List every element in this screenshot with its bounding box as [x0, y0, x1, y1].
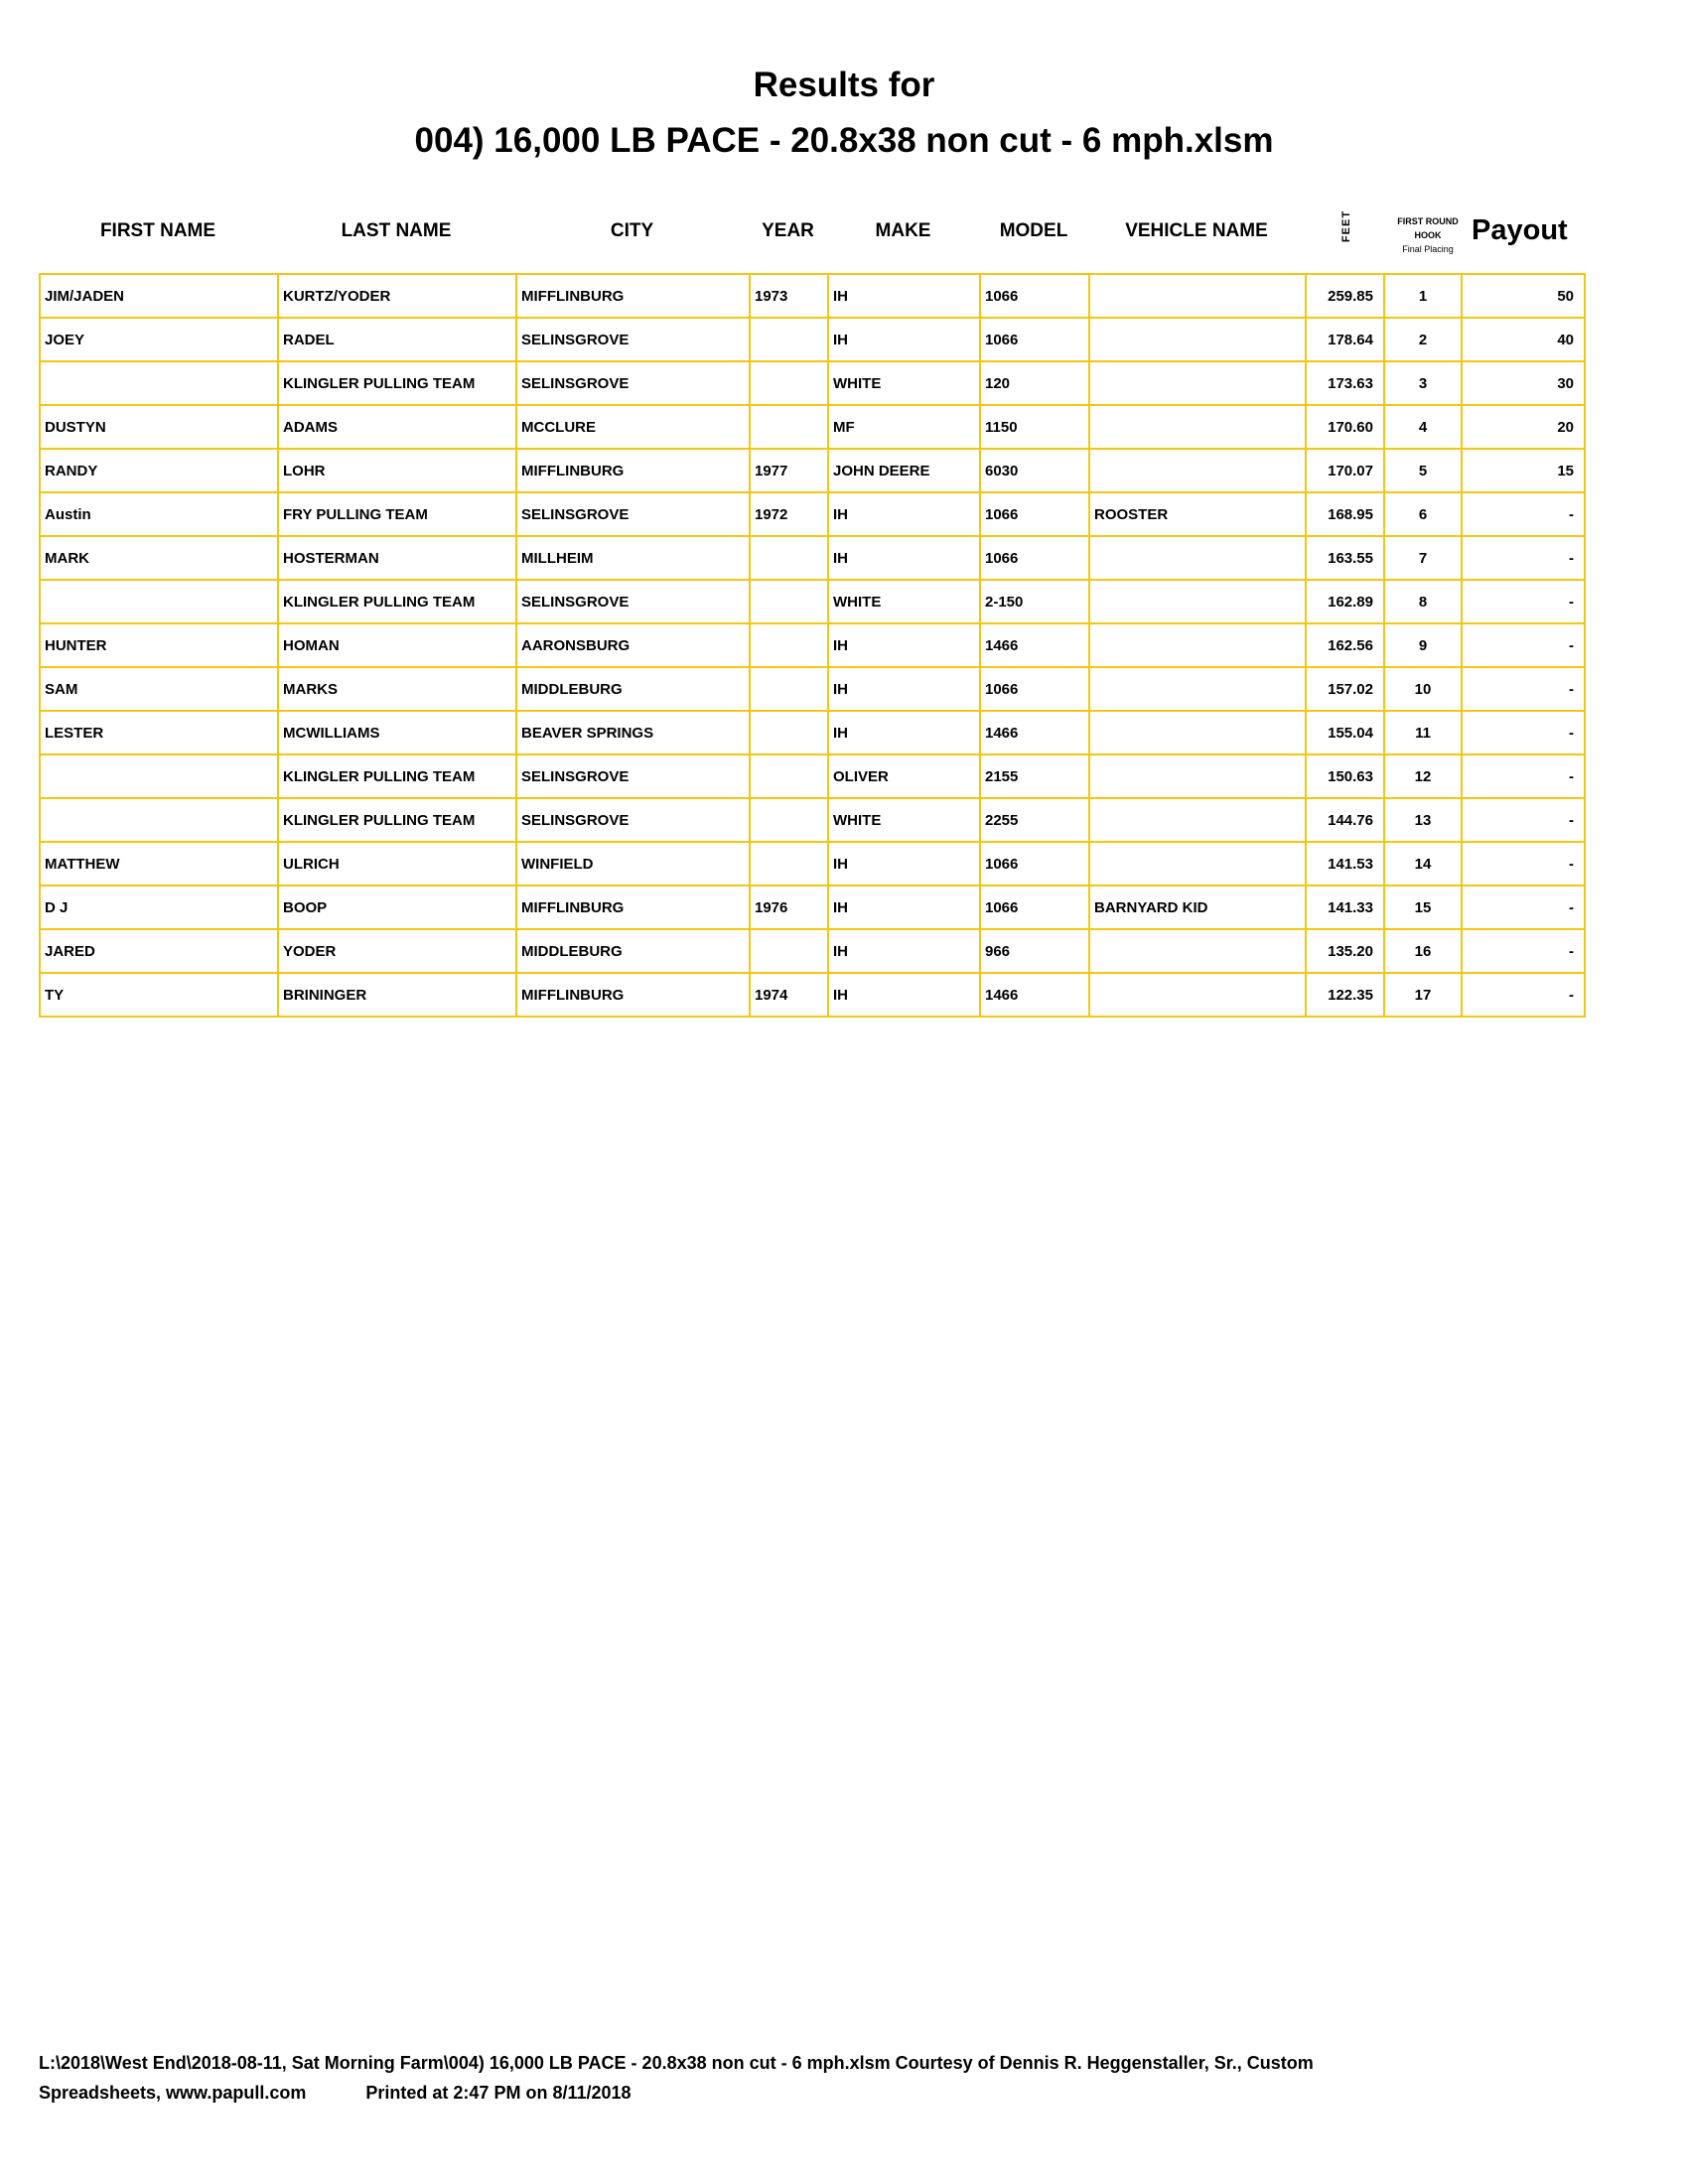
cell-year: 1977: [750, 449, 828, 492]
cell-model: 1066: [980, 318, 1089, 361]
cell-make: IH: [828, 973, 980, 1017]
cell-model: 1066: [980, 886, 1089, 929]
cell-last-name: KURTZ/YODER: [278, 274, 516, 318]
cell-make: IH: [828, 536, 980, 580]
header-last-name: LAST NAME: [341, 220, 452, 241]
cell-vehicle-name: [1089, 711, 1306, 754]
cell-first-name: [40, 754, 278, 798]
cell-vehicle-name: [1089, 973, 1306, 1017]
cell-make: OLIVER: [828, 754, 980, 798]
cell-feet: 163.55: [1306, 536, 1384, 580]
cell-vehicle-name: [1089, 754, 1306, 798]
cell-vehicle-name: [1089, 449, 1306, 492]
cell-feet: 162.89: [1306, 580, 1384, 623]
cell-last-name: YODER: [278, 929, 516, 973]
cell-payout: 30: [1462, 361, 1585, 405]
cell-model: 1150: [980, 405, 1089, 449]
cell-last-name: HOMAN: [278, 623, 516, 667]
cell-year: [750, 754, 828, 798]
cell-last-name: LOHR: [278, 449, 516, 492]
cell-payout: 15: [1462, 449, 1585, 492]
cell-city: WINFIELD: [516, 842, 750, 886]
cell-year: [750, 405, 828, 449]
cell-city: MIFFLINBURG: [516, 973, 750, 1017]
cell-last-name: MCWILLIAMS: [278, 711, 516, 754]
cell-model: 2255: [980, 798, 1089, 842]
cell-placing: 5: [1384, 449, 1462, 492]
header-feet: FEET: [1340, 209, 1353, 243]
cell-placing: 2: [1384, 318, 1462, 361]
cell-vehicle-name: [1089, 361, 1306, 405]
cell-placing: 10: [1384, 667, 1462, 711]
cell-city: MIDDLEBURG: [516, 667, 750, 711]
cell-last-name: ULRICH: [278, 842, 516, 886]
cell-first-name: JOEY: [40, 318, 278, 361]
header-payout: Payout: [1472, 214, 1568, 246]
cell-model: 966: [980, 929, 1089, 973]
table-row: [40, 580, 1585, 623]
cell-last-name: KLINGLER PULLING TEAM: [278, 580, 516, 623]
cell-feet: 144.76: [1306, 798, 1384, 842]
cell-first-name: [40, 580, 278, 623]
cell-last-name: FRY PULLING TEAM: [278, 492, 516, 536]
cell-feet: 135.20: [1306, 929, 1384, 973]
table-row: [40, 711, 1585, 754]
cell-city: SELINSGROVE: [516, 754, 750, 798]
cell-first-name: [40, 361, 278, 405]
cell-model: 1066: [980, 667, 1089, 711]
cell-year: [750, 929, 828, 973]
cell-payout: 20: [1462, 405, 1585, 449]
footer-credit: Spreadsheets, www.papull.com: [39, 2083, 307, 2103]
results-table: [39, 273, 1586, 1018]
cell-payout: -: [1462, 886, 1585, 929]
cell-placing: 3: [1384, 361, 1462, 405]
cell-make: IH: [828, 842, 980, 886]
cell-placing: 7: [1384, 536, 1462, 580]
cell-placing: 9: [1384, 623, 1462, 667]
cell-feet: 259.85: [1306, 274, 1384, 318]
footer: [39, 2048, 1627, 2108]
cell-model: 1066: [980, 842, 1089, 886]
cell-last-name: KLINGLER PULLING TEAM: [278, 754, 516, 798]
cell-last-name: RADEL: [278, 318, 516, 361]
cell-vehicle-name: [1089, 798, 1306, 842]
cell-year: 1976: [750, 886, 828, 929]
cell-last-name: BRININGER: [278, 973, 516, 1017]
cell-model: 1466: [980, 623, 1089, 667]
cell-last-name: MARKS: [278, 667, 516, 711]
cell-payout: -: [1462, 623, 1585, 667]
header-first-name: FIRST NAME: [99, 220, 216, 241]
cell-make: IH: [828, 667, 980, 711]
header-city: CITY: [610, 220, 654, 241]
header-vehicle-name: VEHICLE NAME: [1125, 220, 1268, 241]
cell-make: WHITE: [828, 798, 980, 842]
cell-feet: 173.63: [1306, 361, 1384, 405]
cell-city: AARONSBURG: [516, 623, 750, 667]
cell-first-name: TY: [40, 973, 278, 1017]
cell-payout: -: [1462, 536, 1585, 580]
cell-placing: 1: [1384, 274, 1462, 318]
cell-feet: 178.64: [1306, 318, 1384, 361]
cell-placing: 16: [1384, 929, 1462, 973]
cell-model: 2-150: [980, 580, 1089, 623]
cell-city: MCCLURE: [516, 405, 750, 449]
cell-feet: 122.35: [1306, 973, 1384, 1017]
table-row: [40, 274, 1585, 318]
cell-payout: -: [1462, 842, 1585, 886]
table-row: [40, 536, 1585, 580]
cell-last-name: ADAMS: [278, 405, 516, 449]
cell-city: SELINSGROVE: [516, 318, 750, 361]
cell-feet: 150.63: [1306, 754, 1384, 798]
cell-city: MIFFLINBURG: [516, 886, 750, 929]
cell-feet: 170.07: [1306, 449, 1384, 492]
cell-model: 1466: [980, 711, 1089, 754]
cell-vehicle-name: [1089, 274, 1306, 318]
cell-make: IH: [828, 711, 980, 754]
cell-first-name: JARED: [40, 929, 278, 973]
cell-vehicle-name: [1089, 623, 1306, 667]
hook-line-3: Final Placing: [1402, 244, 1454, 254]
cell-first-name: Austin: [40, 492, 278, 536]
cell-placing: 8: [1384, 580, 1462, 623]
cell-payout: 40: [1462, 318, 1585, 361]
cell-first-name: [40, 798, 278, 842]
cell-first-name: RANDY: [40, 449, 278, 492]
cell-placing: 11: [1384, 711, 1462, 754]
cell-vehicle-name: [1089, 842, 1306, 886]
cell-first-name: DUSTYN: [40, 405, 278, 449]
cell-year: [750, 580, 828, 623]
cell-vehicle-name: [1089, 667, 1306, 711]
cell-make: WHITE: [828, 361, 980, 405]
footer-path: L:\2018\West End\2018-08-11, Sat Morning Farm\004) 16,000 LB PACE - 20.8x38 non cut - 6 mph.xlsm Courtesy of Dennis R. Heggenstaller, Sr., Custom: [39, 2053, 1314, 2073]
cell-make: WHITE: [828, 580, 980, 623]
file-title: 004) 16,000 LB PACE - 20.8x38 non cut - 6 mph.xlsm: [414, 121, 1274, 160]
cell-make: IH: [828, 623, 980, 667]
cell-payout: -: [1462, 711, 1585, 754]
cell-city: SELINSGROVE: [516, 492, 750, 536]
cell-make: IH: [828, 492, 980, 536]
cell-vehicle-name: [1089, 929, 1306, 973]
cell-payout: -: [1462, 973, 1585, 1017]
cell-year: 1972: [750, 492, 828, 536]
cell-year: 1973: [750, 274, 828, 318]
cell-make: IH: [828, 886, 980, 929]
table-row: [40, 886, 1585, 929]
cell-feet: 162.56: [1306, 623, 1384, 667]
cell-model: 120: [980, 361, 1089, 405]
cell-feet: 170.60: [1306, 405, 1384, 449]
table-row: [40, 754, 1585, 798]
cell-first-name: LESTER: [40, 711, 278, 754]
cell-placing: 15: [1384, 886, 1462, 929]
cell-model: 2155: [980, 754, 1089, 798]
cell-model: 1066: [980, 274, 1089, 318]
cell-first-name: JIM/JADEN: [40, 274, 278, 318]
table-row: [40, 973, 1585, 1017]
cell-placing: 14: [1384, 842, 1462, 886]
header-make: MAKE: [875, 220, 931, 241]
cell-feet: 155.04: [1306, 711, 1384, 754]
cell-first-name: D J: [40, 886, 278, 929]
cell-city: MILLHEIM: [516, 536, 750, 580]
hook-line-1: FIRST ROUND: [1397, 216, 1459, 226]
cell-payout: -: [1462, 580, 1585, 623]
cell-vehicle-name: ROOSTER: [1089, 492, 1306, 536]
cell-model: 1066: [980, 536, 1089, 580]
cell-model: 6030: [980, 449, 1089, 492]
table-row: [40, 492, 1585, 536]
cell-city: SELINSGROVE: [516, 798, 750, 842]
header-hook: [1388, 214, 1468, 256]
table-row: [40, 449, 1585, 492]
hook-line-2: HOOK: [1414, 230, 1442, 240]
header-model: MODEL: [999, 220, 1068, 241]
page-title: Results for: [753, 66, 935, 104]
cell-placing: 12: [1384, 754, 1462, 798]
cell-city: MIDDLEBURG: [516, 929, 750, 973]
cell-make: IH: [828, 318, 980, 361]
table-row: [40, 842, 1585, 886]
cell-payout: -: [1462, 798, 1585, 842]
cell-year: [750, 623, 828, 667]
cell-first-name: MATTHEW: [40, 842, 278, 886]
cell-vehicle-name: [1089, 536, 1306, 580]
cell-city: SELINSGROVE: [516, 361, 750, 405]
cell-make: MF: [828, 405, 980, 449]
cell-payout: -: [1462, 667, 1585, 711]
cell-feet: 157.02: [1306, 667, 1384, 711]
cell-city: MIFFLINBURG: [516, 274, 750, 318]
cell-vehicle-name: [1089, 318, 1306, 361]
cell-first-name: SAM: [40, 667, 278, 711]
cell-placing: 6: [1384, 492, 1462, 536]
cell-payout: -: [1462, 754, 1585, 798]
cell-year: [750, 842, 828, 886]
cell-model: 1066: [980, 492, 1089, 536]
cell-year: [750, 318, 828, 361]
cell-city: SELINSGROVE: [516, 580, 750, 623]
cell-last-name: KLINGLER PULLING TEAM: [278, 361, 516, 405]
cell-placing: 4: [1384, 405, 1462, 449]
cell-make: IH: [828, 274, 980, 318]
cell-payout: -: [1462, 929, 1585, 973]
cell-city: MIFFLINBURG: [516, 449, 750, 492]
cell-year: [750, 536, 828, 580]
cell-feet: 141.53: [1306, 842, 1384, 886]
header-year: YEAR: [762, 220, 814, 241]
cell-last-name: KLINGLER PULLING TEAM: [278, 798, 516, 842]
cell-vehicle-name: BARNYARD KID: [1089, 886, 1306, 929]
table-row: [40, 623, 1585, 667]
cell-placing: 17: [1384, 973, 1462, 1017]
cell-first-name: HUNTER: [40, 623, 278, 667]
cell-city: BEAVER SPRINGS: [516, 711, 750, 754]
cell-last-name: BOOP: [278, 886, 516, 929]
cell-make: JOHN DEERE: [828, 449, 980, 492]
table-row: [40, 405, 1585, 449]
cell-payout: -: [1462, 492, 1585, 536]
cell-year: [750, 798, 828, 842]
table-row: [40, 798, 1585, 842]
cell-last-name: HOSTERMAN: [278, 536, 516, 580]
footer-printed: Printed at 2:47 PM on 8/11/2018: [365, 2083, 632, 2103]
table-row: [40, 667, 1585, 711]
cell-feet: 141.33: [1306, 886, 1384, 929]
cell-year: 1974: [750, 973, 828, 1017]
cell-year: [750, 361, 828, 405]
cell-feet: 168.95: [1306, 492, 1384, 536]
cell-vehicle-name: [1089, 580, 1306, 623]
table-row: [40, 929, 1585, 973]
cell-vehicle-name: [1089, 405, 1306, 449]
cell-make: IH: [828, 929, 980, 973]
cell-first-name: MARK: [40, 536, 278, 580]
cell-payout: 50: [1462, 274, 1585, 318]
cell-year: [750, 711, 828, 754]
cell-placing: 13: [1384, 798, 1462, 842]
cell-year: [750, 667, 828, 711]
cell-model: 1466: [980, 973, 1089, 1017]
table-row: [40, 361, 1585, 405]
table-row: [40, 318, 1585, 361]
